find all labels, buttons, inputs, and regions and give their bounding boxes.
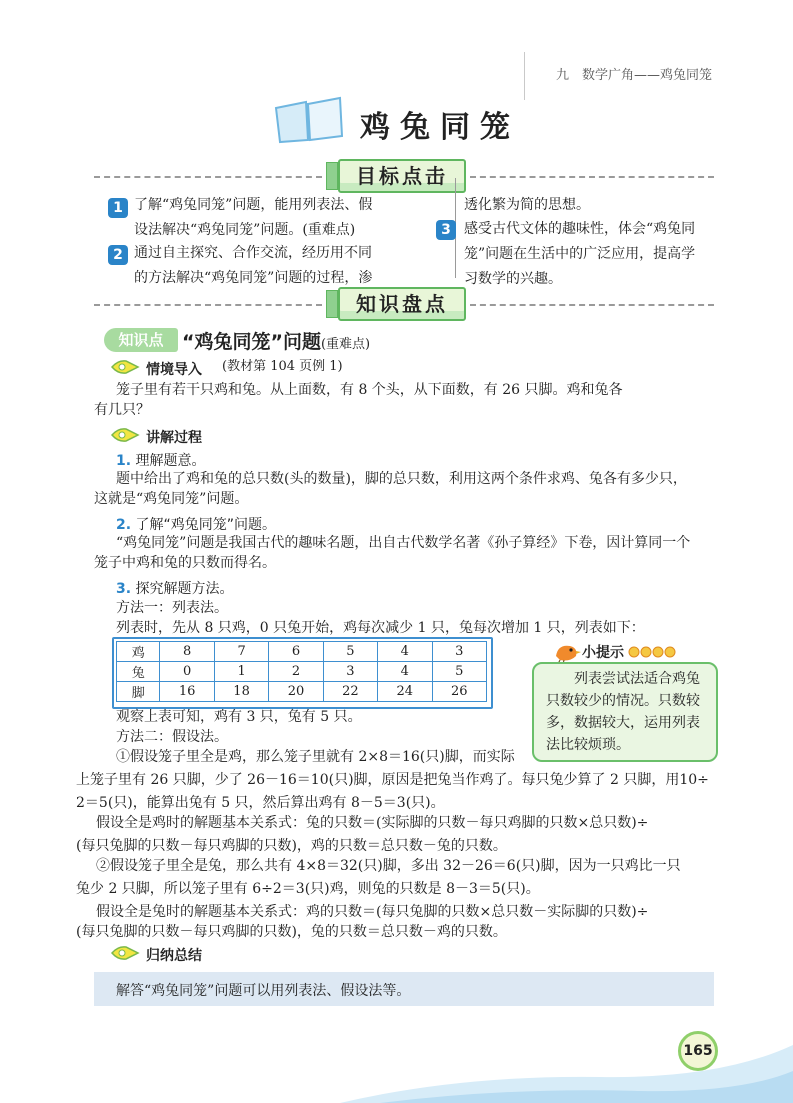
explanation-heading: 讲解过程 [146,430,202,446]
step-3-text: 探究解题方法。 [135,581,234,597]
situation-line-1: 笼子里有若干只鸡和兔。从上面数，有 8 个头，从下面数，有 26 只脚。鸡和兔各 [116,382,623,398]
page-number: 165 [678,1031,718,1071]
table-cell: 3 [323,662,377,682]
step-1-line-1: 题中给出了鸡和兔的总只数(头的数量)，脚的总只数，利用这两个条件求鸡、兔各有多少只， [116,471,687,487]
situation-heading: 情境导入 [146,362,202,378]
header-divider [524,52,525,100]
table-cell: 22 [323,682,377,702]
banner-tab-left [326,290,338,318]
table-cell: 24 [378,682,432,702]
goal-3-line-1: 感受古代文体的趣味性，体会“鸡兔同 [464,221,696,237]
table-cell: 脚 [117,682,160,702]
summary-heading: 归纳总结 [146,948,202,964]
method-2-line-1: ①假设笼子里全是鸡，那么笼子里就有 2×8＝16(只)脚，而实际 [116,749,515,765]
step-1-line-2: 这就是“鸡兔同笼”问题。 [94,491,249,507]
method-1-label: 方法一：列表法。 [116,600,228,616]
section-marker-icon [110,360,140,374]
table-cell: 5 [323,642,377,662]
method-2-label: 方法二：假设法。 [116,729,228,745]
method-2-line-2: 上笼子里有 26 只脚，少了 26－16＝10(只)脚，原因是把兔当作鸡了。每只兔少算了 2 只脚，用10÷ [76,772,709,788]
open-book-icon [272,96,346,146]
step-2-line-1: “鸡兔同笼”问题是我国古代的趣味名题，出自古代数学名著《孙子算经》下卷，因计算同一个 [116,535,691,551]
step-3 [116,578,234,598]
method-2-line-6: ②假设笼子里全是兔，那么共有 4×8＝32(只)脚，多出 32－26＝6(只)脚，因为一只鸡比一只 [96,858,681,874]
table-cell: 5 [432,662,487,682]
flower-decoration-icon [628,646,676,658]
table-cell: 2 [269,662,323,682]
knowledge-point-tag: 知识点 [104,328,178,352]
table-cell: 26 [432,682,487,702]
table-cell: 4 [378,642,432,662]
goal-number-badge: 2 [108,245,128,265]
method-1-intro: 列表时，先从 8 只鸡，0 只兔开始，鸡每次减少 1 只，兔每次增加 1 只，列表如下： [116,620,645,636]
section-divider-left [94,176,322,178]
section-divider-right [470,176,714,178]
section-divider-left [94,304,322,306]
goal-number-badge: 1 [108,198,128,218]
situation-source: (教材第 104 页例 1) [222,359,343,374]
knowledge-point-note: (重难点) [320,337,371,352]
step-2-line-2: 笼子中鸡和兔的只数而得名。 [94,555,276,571]
summary-text: 解答“鸡兔同笼”问题可以用列表法、假设法等。 [116,983,411,999]
running-header: 九 数学广角——鸡兔同笼 [556,68,713,83]
table-cell: 鸡 [117,642,160,662]
method-2-line-7: 兔少 2 只脚，所以笼子里有 6÷2＝3(只)鸡，则兔的只数是 8－3＝5(只)。 [76,881,540,897]
method-2-line-9: (每只兔脚的只数－每只鸡脚的只数)，兔的只数＝总只数－鸡的只数。 [76,924,507,940]
table-cell: 3 [432,642,487,662]
step-1-number: 1. [116,453,132,469]
observe-text: 观察上表可知，鸡有 3 只，兔有 5 只。 [116,709,362,725]
page-title: 鸡兔同笼 [360,110,520,145]
table-cell: 6 [269,642,323,662]
goal-2-line-2: 的方法解决“鸡兔同笼”问题的过程，渗 [134,270,373,286]
goals-banner: 目标点击 [338,159,466,193]
table-cell: 18 [214,682,268,702]
section-divider-right [470,304,714,306]
table-cell: 1 [214,662,268,682]
table-cell: 7 [214,642,268,662]
table-cell: 4 [378,662,432,682]
method-2-line-4: 假设全是鸡时的解题基本关系式：兔的只数＝(实际脚的只数－每只鸡脚的只数×总只数)÷ [96,815,649,831]
goal-1-line-2: 设法解决“鸡兔同笼”问题。(重难点) [134,222,356,238]
bird-icon [552,640,582,664]
knowledge-point-title [182,327,370,354]
banner-tab-left [326,162,338,190]
goal-2-line-1: 通过自主探究、合作交流，经历用不同 [134,245,372,261]
situation-line-2: 有几只？ [94,402,150,418]
goal-2-line-3: 透化繁为简的思想。 [464,197,590,213]
knowledge-point-title-text: “鸡兔同笼”问题 [182,331,321,353]
table-cell: 0 [160,662,214,682]
tip-text: 列表尝试法适合鸡兔只数较少的情况。只数较多，数据较大，运用列表法比较烦琐。 [546,671,700,753]
table-cell: 兔 [117,662,160,682]
method-2-line-5: (每只兔脚的只数－每只鸡脚的只数)，鸡的只数＝总只数－兔的只数。 [76,838,507,854]
table-cell: 20 [269,682,323,702]
step-2-text: 了解“鸡兔同笼”问题。 [135,517,277,533]
table-cell: 16 [160,682,214,702]
section-marker-icon [110,428,140,442]
step-3-number: 3. [116,581,132,597]
goal-number-badge: 3 [436,220,456,240]
table-cell: 8 [160,642,214,662]
goal-1-line-1: 了解“鸡兔同笼”问题，能用列表法、假 [134,197,373,213]
knowledge-banner: 知识盘点 [338,287,466,321]
tip-label: 小提示 [582,645,624,661]
goal-3-line-2: 笼”问题在生活中的广泛应用，提高学 [464,246,696,262]
method-2-line-3: 2＝5(只)，能算出兔有 5 只，然后算出鸡有 8－5＝3(只)。 [76,795,445,811]
wave-decoration [340,1005,793,1103]
step-1-text: 理解题意。 [135,453,206,469]
section-marker-icon [110,946,140,960]
table-frame [112,637,493,709]
method-2-line-8: 假设全是兔时的解题基本关系式：鸡的只数＝(每只兔脚的只数×总只数－实际脚的只数)÷ [96,904,649,920]
step-2-number: 2. [116,517,132,533]
goal-3-line-3: 习数学的兴趣。 [464,271,562,287]
